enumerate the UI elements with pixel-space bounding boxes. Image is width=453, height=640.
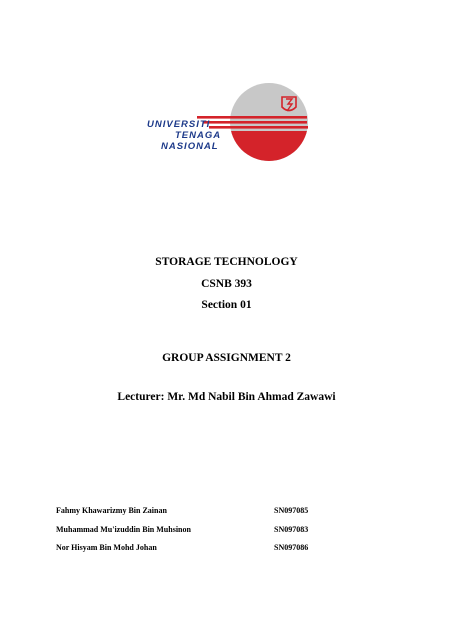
- logo-red-half: [225, 131, 310, 162]
- member-id: SN097085: [274, 506, 309, 515]
- member-name: Fahmy Khawarizmy Bin Zainan: [56, 506, 167, 515]
- course-code: CSNB 393: [201, 278, 252, 290]
- member-row: [56, 525, 356, 544]
- logo-text-line2: TENAGA: [175, 130, 222, 141]
- course-name: STORAGE TECHNOLOGY: [155, 256, 298, 268]
- member-list: [56, 506, 356, 562]
- member-row: [56, 543, 356, 562]
- member-id: SN097086: [274, 543, 309, 552]
- lecturer: Lecturer: Mr. Md Nabil Bin Ahmad Zawawi: [117, 391, 336, 403]
- logo-text-line1: UNIVERSITI: [147, 119, 211, 130]
- university-logo: [145, 82, 310, 162]
- section: Section 01: [201, 299, 252, 311]
- logo-stripe: [197, 116, 307, 119]
- assignment-title: GROUP ASSIGNMENT 2: [162, 352, 291, 364]
- member-row: [56, 506, 356, 525]
- member-name: Muhammad Mu'izuddin Bin Muhsinon: [56, 524, 191, 534]
- logo-stripe: [209, 126, 308, 129]
- logo-text-line3: NASIONAL: [161, 141, 219, 152]
- member-id: SN097083: [274, 524, 309, 534]
- logo-emblem-icon: [145, 82, 310, 162]
- logo-stripe: [203, 121, 307, 124]
- member-name: Nor Hisyam Bin Mohd Johan: [56, 543, 157, 552]
